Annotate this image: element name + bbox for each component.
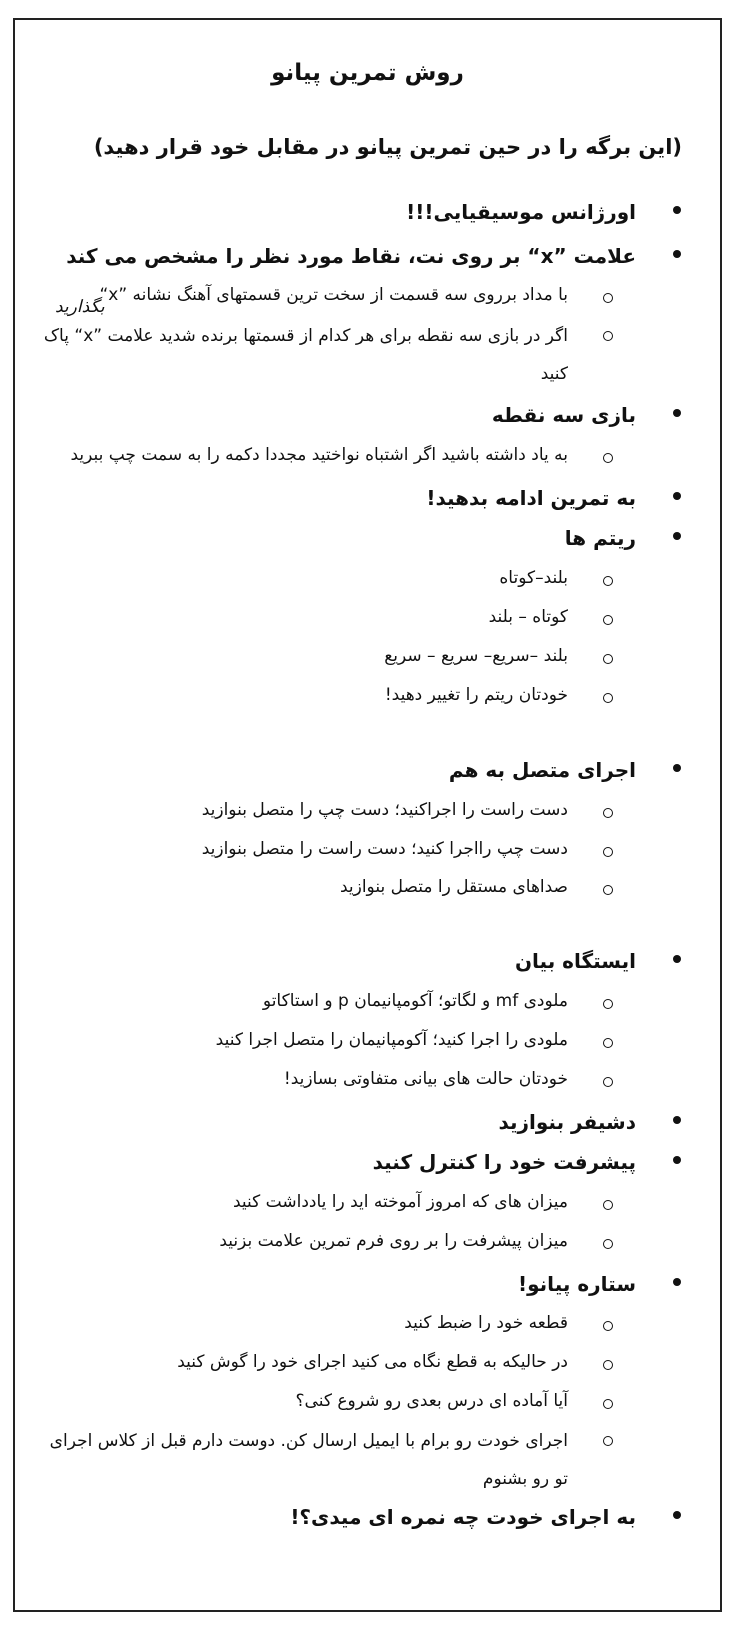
circle-bullet-icon (603, 885, 613, 895)
circle-bullet-icon (603, 1038, 613, 1048)
item-text: با مداد برروی سه قسمت از سخت ترین قسمتهای آهنگ نشانه ”x“ (99, 285, 568, 305)
circle-bullet-icon (603, 1321, 613, 1331)
list-item (426, 486, 636, 510)
bullet-icon (673, 250, 681, 258)
item-text: اجرای متصل به هم (448, 758, 636, 782)
circle-bullet-icon (603, 1360, 613, 1370)
item-text: ریتم ها (564, 526, 636, 550)
italic-text: بگذارید (55, 297, 105, 317)
item-text: دشیفر بنوازید (498, 1110, 636, 1134)
list-item (515, 949, 636, 973)
list-item (499, 568, 568, 588)
circle-bullet-icon (603, 654, 613, 664)
circle-bullet-icon (603, 808, 613, 818)
bullet-icon (673, 1278, 681, 1286)
list-item (43, 1422, 568, 1498)
circle-bullet-icon (603, 615, 613, 625)
list-item (518, 1272, 636, 1296)
circle-bullet-icon (603, 1239, 613, 1249)
list-item (216, 1030, 568, 1050)
list-item (263, 991, 568, 1011)
list-item (290, 1505, 636, 1529)
item-text: اجرای خودت رو برام با ایمیل ارسال کن. دوست دارم قبل از کلاس اجرای تو رو بشنوم (49, 1431, 568, 1489)
bullet-icon (673, 764, 681, 772)
list-item (233, 1192, 568, 1212)
list-item (449, 758, 636, 782)
item-text: صداهای مستقل را متصل بنوازید (339, 877, 568, 897)
item-text: خودتان حالت های بیانی متفاوتی بسازید! (283, 1069, 568, 1089)
list-item (489, 607, 568, 627)
bullet-icon (673, 409, 681, 417)
circle-bullet-icon (603, 1436, 613, 1446)
item-text: دست چپ رااجرا کنید؛ دست راست را متصل بنوازید (201, 839, 568, 859)
circle-bullet-icon (603, 576, 613, 586)
bullet-icon (673, 1511, 681, 1519)
list-item (296, 1391, 568, 1411)
document-frame (13, 18, 722, 1612)
item-text: میزان های که امروز آموخته اید را یادداشت کنید (232, 1192, 568, 1212)
list-item (219, 1231, 568, 1251)
list-item (373, 1150, 636, 1174)
bullet-icon (673, 1156, 681, 1164)
bullet-icon (673, 532, 681, 540)
circle-bullet-icon (603, 847, 613, 857)
item-text: اورژانس موسیقیایی!!! (406, 200, 636, 224)
page-title: روش تمرین پیانو (271, 60, 464, 86)
item-text: به یاد داشته باشید اگر اشتباه نواختید مجددا دکمه را به سمت چپ ببرید (70, 445, 568, 465)
list-item (70, 445, 568, 465)
list-item (284, 1069, 568, 1089)
circle-bullet-icon (603, 293, 613, 303)
page-subtitle: (این برگه را در حین تمرین پیانو در مقابل خود قرار دهید) (93, 135, 682, 159)
circle-bullet-icon (603, 1200, 613, 1210)
item-text: قطعه خود را ضبط کنید (404, 1313, 568, 1333)
list-item (498, 1110, 636, 1134)
list-item (492, 403, 636, 427)
list-item (66, 244, 636, 268)
item-text: به اجرای خودت چه نمره ای میدی؟! (290, 1505, 636, 1529)
list-item (43, 317, 568, 393)
list-item (177, 1352, 568, 1372)
item-text: ایستگاه بیان (514, 949, 636, 973)
list-item (406, 200, 636, 224)
item-text: ملودی را اجرا کنید؛ آکومپانیمان را متصل اجرا کنید (215, 1030, 568, 1050)
item-text: پیشرفت خود را کنترل کنید (372, 1150, 636, 1174)
list-item (202, 839, 568, 859)
item-text: میزان پیشرفت را بر روی فرم تمرین علامت بزنید (219, 1231, 568, 1251)
circle-bullet-icon (603, 453, 613, 463)
item-text: ستاره پیانو! (518, 1272, 636, 1296)
item-text: بلند–کوتاه (499, 568, 568, 588)
item-text: علامت ”x“ بر روی نت، نقاط مورد نظر را مشخص می کند (66, 244, 636, 268)
circle-bullet-icon (603, 999, 613, 1009)
bullet-icon (673, 492, 681, 500)
list-item (565, 526, 636, 550)
list-item (385, 685, 568, 705)
list-item (384, 646, 568, 666)
list-item (404, 1313, 568, 1333)
item-text: خودتان ریتم را تغییر دهید! (384, 685, 568, 705)
circle-bullet-icon (603, 1399, 613, 1409)
item-text: دست راست را اجراکنید؛ دست چپ را متصل بنوازید (201, 800, 568, 820)
bullet-icon (673, 955, 681, 963)
item-text: بلند –سریع– سریع – سریع (384, 646, 568, 666)
item-text: در حالیکه به قطع نگاه می کنید اجرای خود را گوش کنید (177, 1352, 568, 1372)
bullet-icon (673, 206, 681, 214)
circle-bullet-icon (603, 331, 613, 341)
item-text: کوتاه – بلند (488, 607, 568, 627)
item-text: بازی سه نقطه (491, 403, 636, 427)
item-text: به تمرین ادامه بدهید! (426, 486, 636, 510)
bullet-icon (673, 1116, 681, 1124)
list-item (99, 285, 568, 305)
item-text: آیا آماده ای درس بعدی رو شروع کنی؟ (295, 1391, 568, 1411)
item-text: ملودی mf و لگاتو؛ آکومپانیمان p و استاکاتو (262, 991, 568, 1011)
circle-bullet-icon (603, 693, 613, 703)
list-item (340, 877, 568, 897)
list-item (202, 800, 568, 820)
circle-bullet-icon (603, 1077, 613, 1087)
item-text: اگر در بازی سه نقطه برای هر کدام از قسمتها برنده شدید علامت ”x“ پاک کنید (43, 326, 568, 384)
